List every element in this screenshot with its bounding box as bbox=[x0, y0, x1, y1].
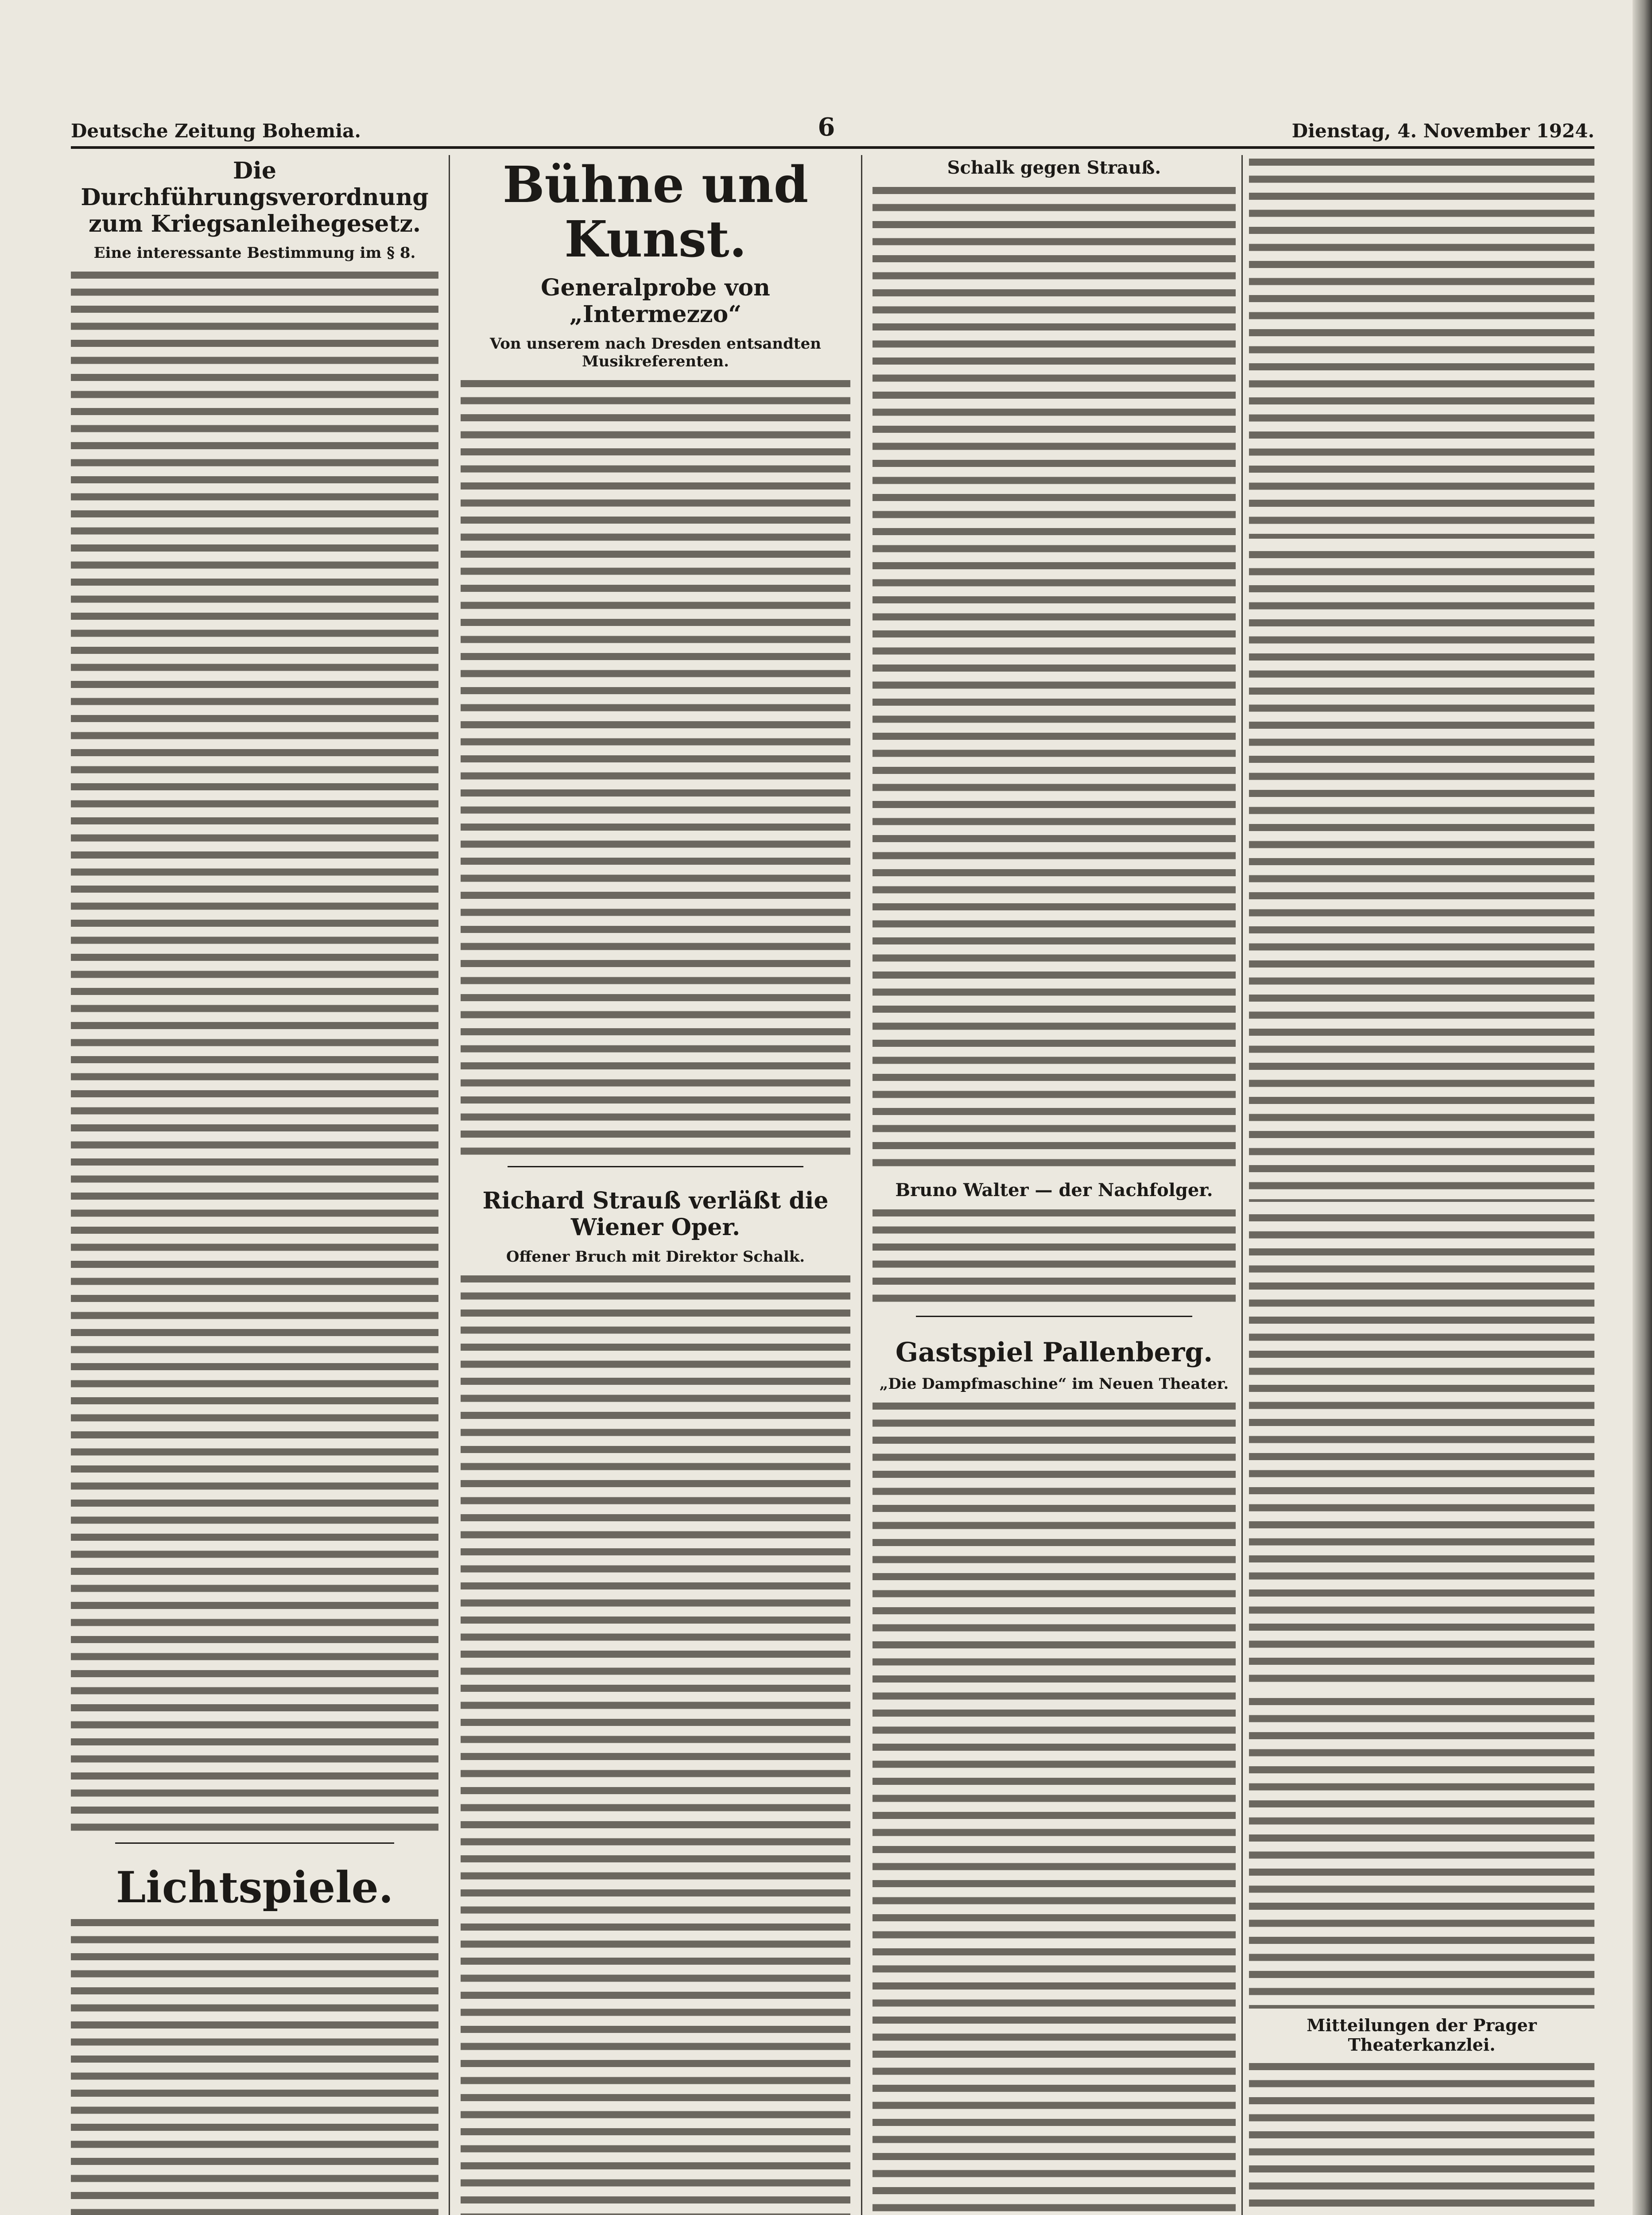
article-subheadline: Von unserem nach Dresden entsandten Musikreferenten. bbox=[490, 334, 821, 370]
article-body bbox=[461, 377, 850, 1158]
section-rule bbox=[115, 1842, 395, 1844]
article-body bbox=[873, 1399, 1236, 2215]
page-number: 6 bbox=[818, 113, 835, 142]
column-rule bbox=[861, 155, 862, 2215]
article-headline: Die Durchführungsverordnung zum Kriegsanleihegesetz. bbox=[81, 157, 429, 237]
article-body bbox=[873, 183, 1236, 1167]
article-body bbox=[1249, 548, 1594, 1201]
article-headline: Richard Strauß verläßt die Wiener Oper. bbox=[482, 1187, 829, 1241]
header-rule bbox=[71, 146, 1594, 149]
column-2 bbox=[461, 155, 850, 2215]
article-subheadline: „Die Dampfmaschine“ im Neuen Theater. bbox=[879, 1375, 1229, 1393]
article-body bbox=[1249, 1211, 1594, 1690]
article-headline: Generalprobe von „Intermezzo“ bbox=[541, 274, 770, 328]
column-4 bbox=[1249, 155, 1594, 2215]
article-body bbox=[461, 1272, 850, 2215]
article-subheadline: Offener Bruch mit Direktor Schalk. bbox=[506, 1247, 805, 1266]
paper-name: Deutsche Zeitung Bohemia. bbox=[71, 120, 361, 142]
article-headline: Schalk gegen Strauß. bbox=[947, 157, 1161, 178]
article-body bbox=[71, 1916, 438, 2215]
column-rule bbox=[449, 155, 450, 2215]
page-header bbox=[71, 111, 1594, 142]
column-3 bbox=[873, 155, 1236, 2215]
article-headline: Mitteilungen der Prager Theaterkanzlei. bbox=[1307, 2015, 1537, 2055]
article-body bbox=[1249, 2060, 1594, 2215]
article-body bbox=[71, 268, 438, 1834]
section-rule bbox=[508, 1166, 804, 1167]
article-body bbox=[873, 1206, 1236, 1308]
article-body bbox=[1249, 1694, 1594, 2009]
section-title: Bühne und Kunst. bbox=[502, 156, 809, 269]
section-title: Lichtspiele. bbox=[116, 1862, 394, 1912]
article-body bbox=[1249, 155, 1594, 539]
article-headline: Bruno Walter — der Nachfolger. bbox=[895, 1180, 1213, 1201]
column-1 bbox=[71, 155, 438, 2215]
section-rule bbox=[916, 1316, 1192, 1317]
article-subheadline: Eine interessante Bestimmung im § 8. bbox=[93, 244, 416, 262]
article-headline: Gastspiel Pallenberg. bbox=[895, 1337, 1213, 1368]
scan-edge-shadow bbox=[1633, 0, 1652, 2215]
column-rule bbox=[1241, 155, 1243, 2215]
issue-date: Dienstag, 4. November 1924. bbox=[1291, 120, 1594, 142]
